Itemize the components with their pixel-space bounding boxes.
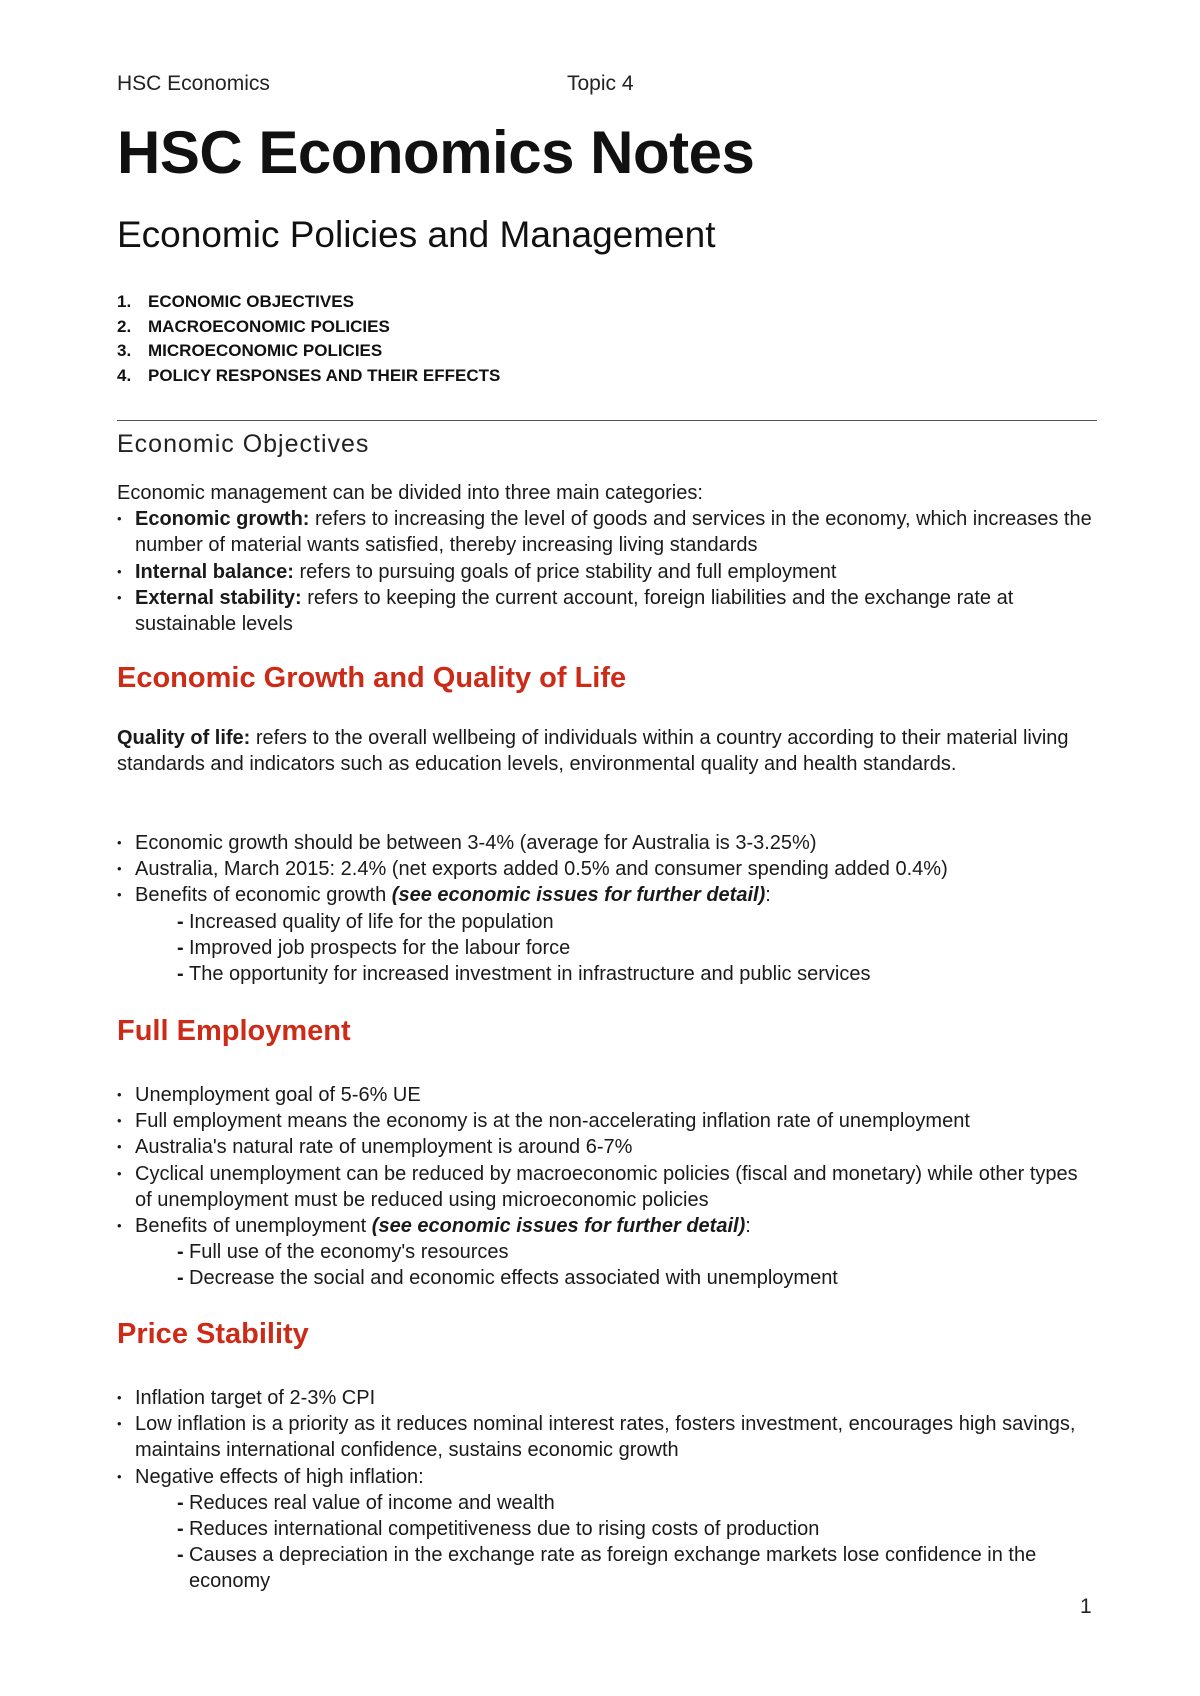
sub-list-item: - Reduces real value of income and wealth [135, 1490, 1097, 1516]
section-heading-growth: Economic Growth and Quality of Life [117, 662, 627, 694]
sub-list-item: - Decrease the social and economic effects associated with unemployment [135, 1265, 1097, 1291]
employment-benefits-list [135, 1239, 1097, 1291]
sub-list-item: - Increased quality of life for the population [135, 909, 1097, 935]
objectives-list [117, 506, 1097, 637]
toc-item [117, 315, 500, 340]
benefits-label: Benefits of economic growth [135, 884, 392, 907]
list-item: • Australia, March 2015: 2.4% (net exports added 0.5% and consumer spending added 0.4%) [117, 856, 1097, 882]
list-item [117, 1464, 1097, 1595]
definition: refers to increasing the level of goods and services in the economy, which increases the number of material wants satisfied, thereby increasing living standards [135, 508, 1092, 557]
toc-item [117, 364, 500, 389]
header-topic: Topic 4 [567, 72, 634, 95]
toc-label: MACROECONOMIC POLICIES [148, 316, 390, 336]
toc-label: MICROECONOMIC POLICIES [148, 341, 383, 360]
label-suffix: : [765, 884, 771, 907]
list-item: • Economic growth should be between 3-4% (average for Australia is 3-3.25%) [117, 830, 1097, 856]
section-heading-price-stability: Price Stability [117, 1318, 309, 1350]
list-item: • Low inflation is a priority as it reduces nominal interest rates, fosters investment, encourages high savings, maintains international confidence, sustains economic growth [117, 1411, 1097, 1463]
sub-list-item: - Improved job prospects for the labour force [135, 935, 1097, 961]
term: Economic growth: [135, 508, 310, 531]
price-stability-list [117, 1385, 1097, 1595]
definition-paragraph [117, 725, 1097, 777]
section-heading-employment: Full Employment [117, 1015, 351, 1047]
horizontal-divider [117, 420, 1097, 421]
sub-list-item: - Full use of the economy's resources [135, 1239, 1097, 1265]
term: External stability: [135, 586, 302, 609]
sub-list-item: - Reduces international competitiveness due to rising costs of production [135, 1516, 1097, 1542]
negatives-label: Negative effects of high inflation: [135, 1465, 424, 1488]
objectives-heading: Economic Objectives [117, 430, 370, 458]
table-of-contents [117, 290, 500, 388]
sub-list-item: - Causes a depreciation in the exchange rate as foreign exchange markets lose confidence in the economy [135, 1542, 1097, 1594]
objectives-intro: Economic management can be divided into three main categories: [117, 482, 703, 504]
list-item [117, 559, 1097, 585]
toc-label: ECONOMIC OBJECTIVES [148, 292, 354, 311]
page-number: 1 [1080, 1595, 1092, 1618]
term: Quality of life: [117, 727, 251, 749]
list-item [117, 1213, 1097, 1292]
benefits-label: Benefits of unemployment [135, 1215, 372, 1238]
employment-list [117, 1082, 1097, 1292]
growth-benefits-list [135, 909, 1097, 988]
list-item [117, 585, 1097, 637]
toc-number: 1. [117, 292, 132, 311]
cross-reference-note: (see economic issues for further detail) [391, 884, 766, 907]
toc-item [117, 290, 500, 315]
list-item: • Inflation target of 2-3% CPI [117, 1385, 1097, 1411]
list-item [117, 506, 1097, 558]
sub-list-item: - The opportunity for increased investment in infrastructure and public services [135, 961, 1097, 987]
employment-section [117, 1082, 1097, 1292]
toc-label: POLICY RESPONSES AND THEIR EFFECTS [148, 365, 501, 385]
definition: refers to the overall wellbeing of individuals within a country according to their material living standards and indicators such as education levels, environmental quality and health standards. [117, 727, 1069, 776]
term: Internal balance: [135, 560, 294, 583]
toc-number: 3. [117, 341, 132, 360]
document-title: HSC Economics Notes [117, 119, 755, 186]
growth-list [117, 830, 1097, 987]
list-item: • Unemployment goal of 5-6% UE [117, 1082, 1097, 1108]
quality-of-life-definition [117, 725, 1097, 777]
toc-item [117, 339, 500, 364]
label-suffix: : [745, 1215, 751, 1238]
list-item: • Full employment means the economy is at the non-accelerating inflation rate of unemployment [117, 1108, 1097, 1134]
definition: refers to keeping the current account, foreign liabilities and the exchange rate at sustainable levels [135, 586, 1014, 636]
running-header [117, 72, 634, 96]
list-item: • Cyclical unemployment can be reduced by macroeconomic policies (fiscal and monetary) while other types of unemployment must be reduced using microeconomic policies [117, 1161, 1097, 1213]
document-subtitle: Economic Policies and Management [117, 214, 716, 255]
price-stability-section [117, 1385, 1097, 1595]
list-item [117, 882, 1097, 987]
growth-list-section [117, 830, 1097, 987]
cross-reference-note: (see economic issues for further detail) [371, 1215, 746, 1238]
objectives-section [117, 480, 1097, 637]
definition: refers to pursuing goals of price stability and full employment [293, 560, 837, 583]
toc-number: 4. [117, 365, 132, 385]
header-course: HSC Economics [117, 72, 270, 95]
list-item: • Australia's natural rate of unemployment is around 6-7% [117, 1134, 1097, 1160]
inflation-negatives-list [135, 1490, 1097, 1595]
toc-number: 2. [117, 316, 132, 336]
